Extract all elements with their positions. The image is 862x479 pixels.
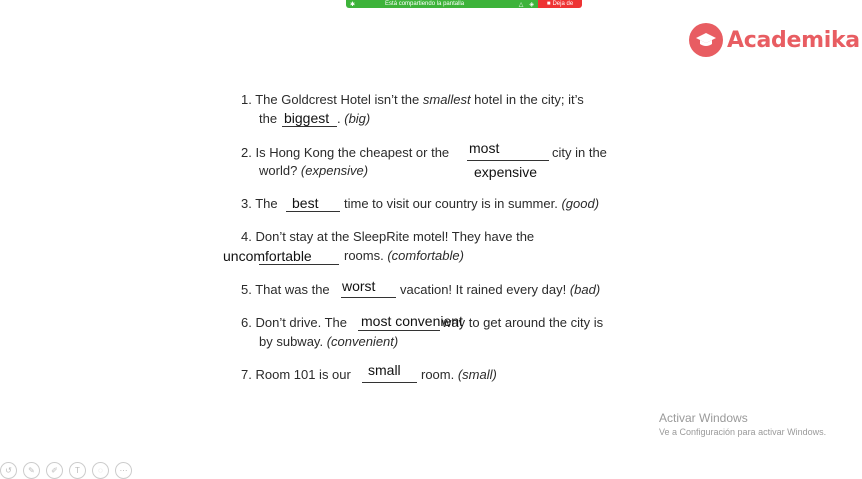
item-text: world? [259,163,301,178]
item-text: hotel in the city; it’s [470,92,584,107]
blank-line-6 [358,330,440,331]
answer-2-line2[interactable]: expensive [474,164,538,180]
item-text: room. [421,367,458,382]
exercise-item-2-end [552,145,607,161]
item-text: The Goldcrest Hotel isn’t the [255,92,423,107]
share-status-text: Está compartiendo la pantalla [385,1,465,7]
academika-logo [689,23,860,57]
item-text: city in the [552,145,607,160]
blank-line-1 [282,126,337,127]
item-text: by subway. [259,334,327,349]
exercise-item-1-line2 [259,111,277,127]
exercise-item-2 [241,145,449,161]
blank-line-4 [259,264,339,265]
exercise-item-6-end [442,315,603,331]
blank-line-3 [286,211,340,212]
exercise-item-1 [241,92,584,108]
answer-7[interactable]: small [368,362,401,378]
activate-windows-title: Activar Windows [659,411,748,425]
item-hint: (convenient) [326,334,399,349]
item-hint: (small) [457,367,497,382]
exercise-item-1-line2-end [337,111,370,127]
item-italic: smallest [422,92,471,107]
item-text: Don’t stay at the SleepRite motel! They have the [255,229,535,244]
stop-icon: ■ [546,1,551,7]
stop-sharing-label: Deja de [552,1,574,7]
item-text: . [337,111,345,126]
eraser-icon[interactable]: ◌ [92,462,109,479]
exercise-item-3-end [344,196,599,212]
item-text: rooms. [344,248,388,263]
answer-4[interactable]: uncomfortable [223,248,312,264]
pin-icon[interactable]: ✱ [350,1,356,8]
answer-5[interactable]: worst [342,278,376,294]
highlighter-icon[interactable]: ✐ [46,462,63,479]
item-number: 6. [241,315,252,330]
more-icon[interactable]: ⋯ [115,462,132,479]
share-status [346,0,538,8]
item-text: Room 101 is our [255,367,351,382]
item-number: 4. [241,229,252,244]
activate-windows-watermark [659,411,826,437]
item-text: the [259,111,278,126]
item-text: The [255,196,278,211]
answer-6[interactable]: most convenient [361,313,463,329]
item-text: way to get around the city is [442,315,604,330]
item-text: That was the [255,282,330,297]
item-hint: (expensive) [300,163,369,178]
shield-icon[interactable]: ◈ [529,1,534,8]
item-text: Don’t drive. The [255,315,347,330]
exercise-item-6-line2 [259,334,398,350]
blank-line-2 [467,160,549,161]
exercise-item-2-line2 [259,163,368,179]
answer-3[interactable]: best [292,195,319,211]
item-text: Is Hong Kong the cheapest or the [255,145,450,160]
logo-text: Academika [727,27,860,53]
item-hint: (bad) [569,282,601,297]
item-number: 7. [241,367,252,382]
screen-share-bar [346,0,582,8]
text-icon[interactable]: T [69,462,86,479]
undo-icon[interactable]: ↺ [0,462,17,479]
blank-line-5 [341,297,396,298]
exercise-item-6 [241,315,347,331]
activate-windows-subtitle: Ve a Configuración para activar Windows. [659,427,827,437]
pen-icon[interactable]: ✎ [23,462,40,479]
item-number: 1. [241,92,252,107]
bottom-toolbar [0,462,132,479]
answer-1[interactable]: biggest [284,110,330,126]
item-text: vacation! It rained every day! [400,282,570,297]
exercise-item-7 [241,367,351,383]
item-hint: (good) [561,196,600,211]
exercise-item-5-end [400,282,600,298]
item-number: 2. [241,145,252,160]
item-number: 3. [241,196,252,211]
exercise-item-4 [241,229,534,245]
exercise-item-7-end [421,367,497,383]
exercise-item-5 [241,282,330,298]
stop-sharing-button[interactable] [538,0,582,8]
exercise-item-3 [241,196,278,212]
hand-icon[interactable]: △ [518,1,524,8]
graduation-cap-icon [689,23,723,57]
blank-line-7 [362,382,417,383]
item-number: 5. [241,282,252,297]
exercise-item-4-end [344,248,464,264]
item-text: time to visit our country is in summer. [344,196,562,211]
item-hint: (comfortable) [387,248,464,263]
answer-2-line1[interactable]: most [469,140,500,156]
item-hint: (big) [344,111,371,126]
